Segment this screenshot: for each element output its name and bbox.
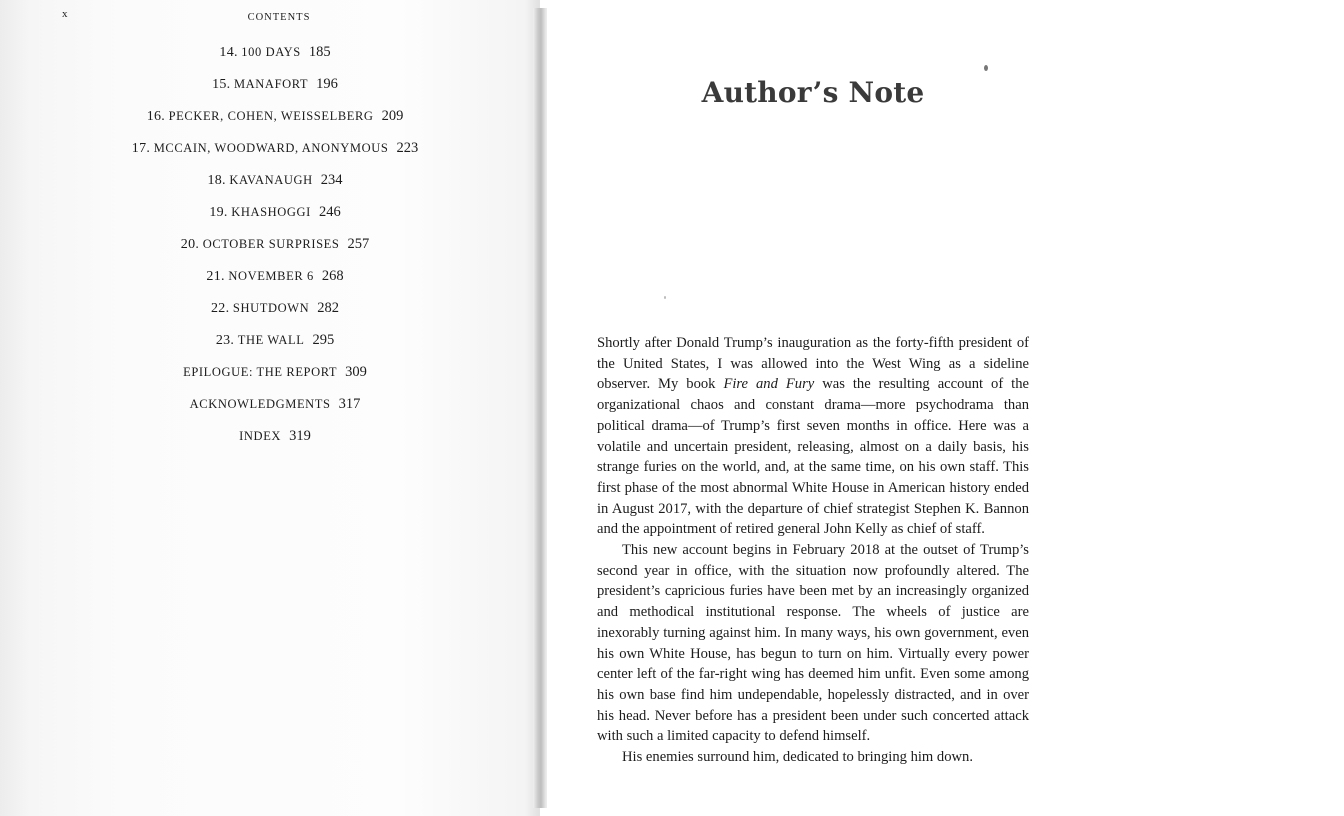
toc-entry-page: 223 — [396, 140, 419, 156]
toc-entry-number: 14. — [219, 45, 238, 60]
toc-entry-title: INDEX — [239, 429, 282, 443]
toc-entry-number: 16. — [146, 109, 166, 124]
toc-entry-page: 246 — [318, 204, 341, 220]
toc-entry — [30, 72, 520, 104]
toc-entry-page: 309 — [345, 364, 367, 380]
paragraph-2: This new account begins in February 2018 at the outset of Trump’s second year in office, with the situation now profoundly altered. The president’s capricious furies have been met by an increasingly organized and methodical institutional response. The wheels of justice are inexorably turning against him. In many ways, his own government, even his own White House, has begun to turn on him. Virtually every power center left of the far-right wing has deemed him unfit. Even some among his own base find him undependable, hopelessly distracted, and in over his head. Never before has a president been under such concerted attack with such a limited capacity to defend himself. — [597, 542, 1029, 745]
toc-entry-page: 209 — [381, 108, 404, 124]
toc-entry-title: MANAFORT — [233, 77, 309, 91]
toc-entry-page: 295 — [312, 332, 335, 348]
toc-entry — [30, 296, 520, 328]
toc-entry-title: ACKNOWLEDGMENTS — [189, 397, 331, 411]
toc-entry — [30, 104, 520, 136]
toc-entry-title: THE WALL — [237, 333, 305, 347]
toc-entry-title: KHASHOGGI — [231, 205, 311, 219]
toc-entry-title: KAVANAUGH — [229, 173, 313, 187]
toc-entry-page: 257 — [347, 236, 370, 252]
toc-entry-page: 282 — [317, 300, 339, 316]
page-folio: x — [62, 8, 68, 20]
body-text — [597, 333, 1029, 768]
contents-heading: CONTENTS — [247, 12, 311, 23]
toc-entry — [30, 200, 520, 232]
toc-entry-number: 19. — [209, 205, 228, 220]
toc-entry-title: PECKER, COHEN, WEISSELBERG — [168, 109, 374, 123]
toc-entry — [30, 424, 520, 456]
toc-entry-title: OCTOBER SURPRISES — [202, 237, 340, 251]
toc-entry — [30, 392, 520, 424]
toc-entry-page: 185 — [308, 44, 331, 60]
book-title-italic: Fire and Fury — [723, 376, 815, 393]
toc-entry — [30, 232, 520, 264]
toc-entry-title: SHUTDOWN — [232, 301, 310, 315]
toc-entry-page: 319 — [289, 428, 311, 444]
toc-entry-title: EPILOGUE: THE REPORT — [183, 365, 338, 379]
toc-entry-number: 20. — [180, 237, 200, 252]
paragraph-1 — [597, 333, 1029, 540]
toc-entry-number: 21. — [206, 269, 225, 284]
table-of-contents — [30, 40, 520, 456]
toc-entry-number: 17. — [131, 141, 151, 156]
toc-entry-number: 15. — [212, 77, 231, 92]
toc-entry-number: 18. — [207, 173, 226, 188]
toc-entry — [30, 136, 520, 168]
toc-entry-title: 100 DAYS — [241, 45, 301, 59]
toc-entry-page: 317 — [338, 396, 361, 412]
toc-entry-title: MCCAIN, WOODWARD, ANONYMOUS — [153, 141, 389, 155]
toc-entry-number: 23. — [215, 333, 235, 348]
toc-entry — [30, 328, 520, 360]
paragraph-3: His enemies surround him, dedicated to bringing him down. — [622, 749, 974, 766]
toc-entry — [30, 360, 520, 392]
toc-entry-page: 234 — [320, 172, 343, 188]
toc-entry-number: 22. — [211, 301, 230, 316]
toc-entry — [30, 168, 520, 200]
toc-entry — [30, 40, 520, 72]
toc-entry — [30, 264, 520, 296]
paragraph-1-part-b: was the resulting account of the organizational chaos and constant drama—more psychodrama than political drama—of Trump’s first seven months in office. Here was a volatile and uncertain president, releasing, almost on a daily basis, his strange furies on the world, and, at the same time, on his own staff. This first phase of the most abnormal White House in American history ended in August 2017, with the departure of chief strategist Stephen K. Bannon and the appointment of retired general John Kelly as chief of staff. — [597, 376, 1029, 538]
paragraph-1-part-a: Shortly after Donald Trump’s inauguration as the forty-fifth president of the United States, I was allowed into the West Wing as a sideline observer. My book — [597, 335, 1029, 393]
scan-speck — [664, 296, 666, 299]
page-title: Author’s Note — [701, 76, 925, 109]
book-gutter — [533, 8, 547, 808]
toc-entry-title: NOVEMBER 6 — [228, 269, 314, 283]
toc-entry-page: 196 — [316, 76, 338, 92]
toc-entry-page: 268 — [321, 268, 344, 284]
scan-speck — [984, 65, 988, 71]
